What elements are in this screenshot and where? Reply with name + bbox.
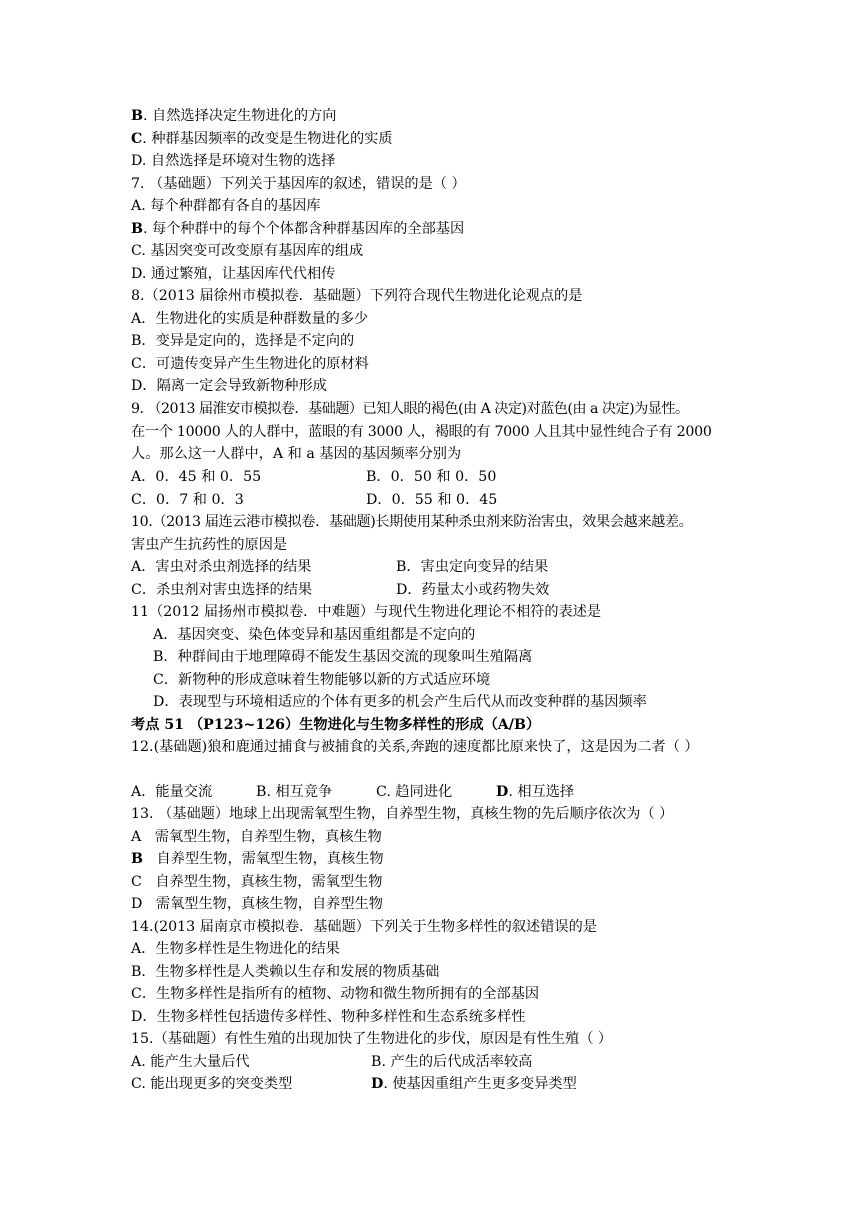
q7-option-d xyxy=(131,264,335,284)
option-letter: C xyxy=(131,1076,142,1092)
option-letter: B xyxy=(256,784,267,800)
q11-title: 11（2012 届扬州市模拟卷．中难题）与现代生物进化理论不相符的表述是 xyxy=(131,604,602,620)
option-letter: C xyxy=(131,243,142,259)
option-letter: A xyxy=(131,829,142,845)
q9-option-c: C．0．7 和 0．3 xyxy=(131,492,244,508)
option-text: 需氧型生物，真核生物，自养型生物 xyxy=(142,896,383,912)
q15-option-b xyxy=(371,1052,532,1072)
q8-option-a: A．生物进化的实质是种群数量的多少 xyxy=(131,311,369,327)
q6-option-b xyxy=(131,106,336,126)
q10-title-line2: 害虫产生抗药性的原因是 xyxy=(131,537,288,553)
q10-option-d: D．药量太小或药物失效 xyxy=(396,582,550,598)
q8-option-c: C．可遗传变异产生生物进化的原材料 xyxy=(131,356,369,372)
q11-option-d: D．表现型与环境相适应的个体有更多的机会产生后代从而改变种群的基因频率 xyxy=(153,694,647,710)
option-text: 自养型生物，需氧型生物，真核生物 xyxy=(143,851,384,867)
q7-option-a xyxy=(131,196,321,216)
q7-option-c xyxy=(131,241,363,261)
option-letter: B xyxy=(131,221,143,237)
q8-title: 8.（2013 届徐州市模拟卷．基础题）下列符合现代生物进化论观点的是 xyxy=(131,288,583,304)
q11-option-a: A．基因突变、染色体变异和基因重组都是不定向的 xyxy=(153,627,476,643)
option-letter: C xyxy=(131,131,143,147)
option-letter: C xyxy=(131,874,142,890)
q14-title: 14.(2013 届南京市模拟卷．基础题）下列关于生物多样性的叙述错误的是 xyxy=(131,919,597,935)
q10-option-a: A．害虫对杀虫剂选择的结果 xyxy=(131,559,312,575)
option-letter: B xyxy=(371,1054,382,1070)
option-text: . 产生的后代成活率较高 xyxy=(381,1054,533,1070)
option-letter: C xyxy=(376,784,387,800)
option-text: . 自然选择是环境对生物的选择 xyxy=(141,153,336,169)
q12-option-d xyxy=(496,782,574,802)
q13-option-a xyxy=(131,827,382,847)
option-text: . 能出现更多的突变类型 xyxy=(141,1076,293,1092)
q10-option-b: B．害虫定向变异的结果 xyxy=(396,559,549,575)
q14-option-c: C．生物多样性是指所有的植物、动物和微生物所拥有的全部基因 xyxy=(131,986,540,1002)
option-letter: B xyxy=(131,851,143,867)
option-letter: D xyxy=(131,153,142,169)
q13-option-d xyxy=(131,894,383,914)
q10-option-c: C．杀虫剂对害虫选择的结果 xyxy=(131,582,313,598)
q6-option-d xyxy=(131,151,335,171)
option-text: . 通过繁殖，让基因库代代相传 xyxy=(141,266,336,282)
option-letter: D xyxy=(496,784,509,800)
q14-option-d: D．生物多样性包括遗传多样性、物种多样性和生态系统多样性 xyxy=(131,1009,526,1025)
q9-title-line3: 人。那么这一人群中，A 和 a 基因的基因频率分别为 xyxy=(131,446,462,462)
option-letter: D xyxy=(131,266,142,282)
option-text: . 自然选择决定生物进化的方向 xyxy=(143,108,337,124)
option-text: . 基因突变可改变原有基因库的组成 xyxy=(141,243,364,259)
option-text: . 每个种群中的每个个体都含种群基因库的全部基因 xyxy=(143,221,465,237)
q8-option-d: D．隔离一定会导致新物种形成 xyxy=(131,378,327,394)
option-letter: A xyxy=(131,1054,142,1070)
q12-option-c xyxy=(376,782,452,802)
option-text: . 种群基因频率的改变是生物进化的实质 xyxy=(142,131,393,147)
section-heading: 考点 51 （P123~126）生物进化与生物多样性的形成（A/B） xyxy=(131,717,541,733)
q7-title: 7. （基础题）下列关于基因库的叙述，错误的是（ ） xyxy=(131,176,466,192)
option-text: . 使基因重组产生更多变异类型 xyxy=(383,1076,577,1092)
q12-option-a: A．能量交流 xyxy=(131,784,213,800)
q14-option-b: B．生物多样性是人类赖以生存和发展的物质基础 xyxy=(131,964,440,980)
q15-option-d xyxy=(371,1074,577,1094)
option-text: . 每个种群都有各自的基因库 xyxy=(141,198,321,214)
q9-title-line1: 9. （2013 届淮安市模拟卷．基础题）已知人眼的褐色(由 A 决定)对蓝色(由 a 决定)为显性。 xyxy=(131,401,689,417)
q10-title-line1: 10.（2013 届连云港市模拟卷．基础题)长期使用某种杀虫剂来防治害虫，效果会越来越差。 xyxy=(131,514,693,530)
q13-title: 13. （基础题）地球上出现需氧型生物，自养型生物，真核生物的先后顺序依次为（ ） xyxy=(131,806,674,822)
q12-option-b xyxy=(256,782,332,802)
q11-option-b: B．种群间由于地理障碍不能发生基因交流的现象叫生殖隔离 xyxy=(153,649,533,665)
q13-option-b xyxy=(131,849,384,869)
option-text: . 相互竞争 xyxy=(266,784,333,800)
q13-option-c xyxy=(131,872,382,892)
option-text: . 相互选择 xyxy=(508,784,575,800)
q7-option-b xyxy=(131,219,464,239)
option-letter: A xyxy=(131,198,142,214)
q9-option-b: B．0．50 和 0．50 xyxy=(366,469,497,485)
option-text: . 趋同进化 xyxy=(386,784,453,800)
q15-option-a xyxy=(131,1052,250,1072)
q6-option-c xyxy=(131,129,393,149)
option-text: . 能产生大量后代 xyxy=(141,1054,250,1070)
option-letter: D xyxy=(131,896,143,912)
option-text: 需氧型生物，自养型生物，真核生物 xyxy=(141,829,382,845)
q9-option-a: A．0．45 和 0．55 xyxy=(131,469,262,485)
q12-title: 12.(基础题)狼和鹿通过捕食与被捕食的关系,奔跑的速度都比原来快了，这是因为二者（ ） xyxy=(131,739,699,755)
q15-title: 15.（基础题）有性生殖的出现加快了生物进化的步伐，原因是有性生殖（ ） xyxy=(131,1031,613,1047)
q9-title-line2: 在一个 10000 人的人群中，蓝眼的有 3000 人，褐眼的有 7000 人且其中显性纯合子有 2000 xyxy=(131,424,712,440)
q14-option-a: A．生物多样性是生物进化的结果 xyxy=(131,941,340,957)
q11-option-c: C．新物种的形成意味着生物能够以新的方式适应环境 xyxy=(153,672,491,688)
option-text: 自养型生物，真核生物，需氧型生物 xyxy=(141,874,383,890)
option-letter: D xyxy=(371,1076,384,1092)
q15-option-c xyxy=(131,1074,292,1094)
q9-option-d: D．0．55 和 0．45 xyxy=(366,492,498,508)
option-letter: B xyxy=(131,108,143,124)
q8-option-b: B．变异是定向的，选择是不定向的 xyxy=(131,333,355,349)
